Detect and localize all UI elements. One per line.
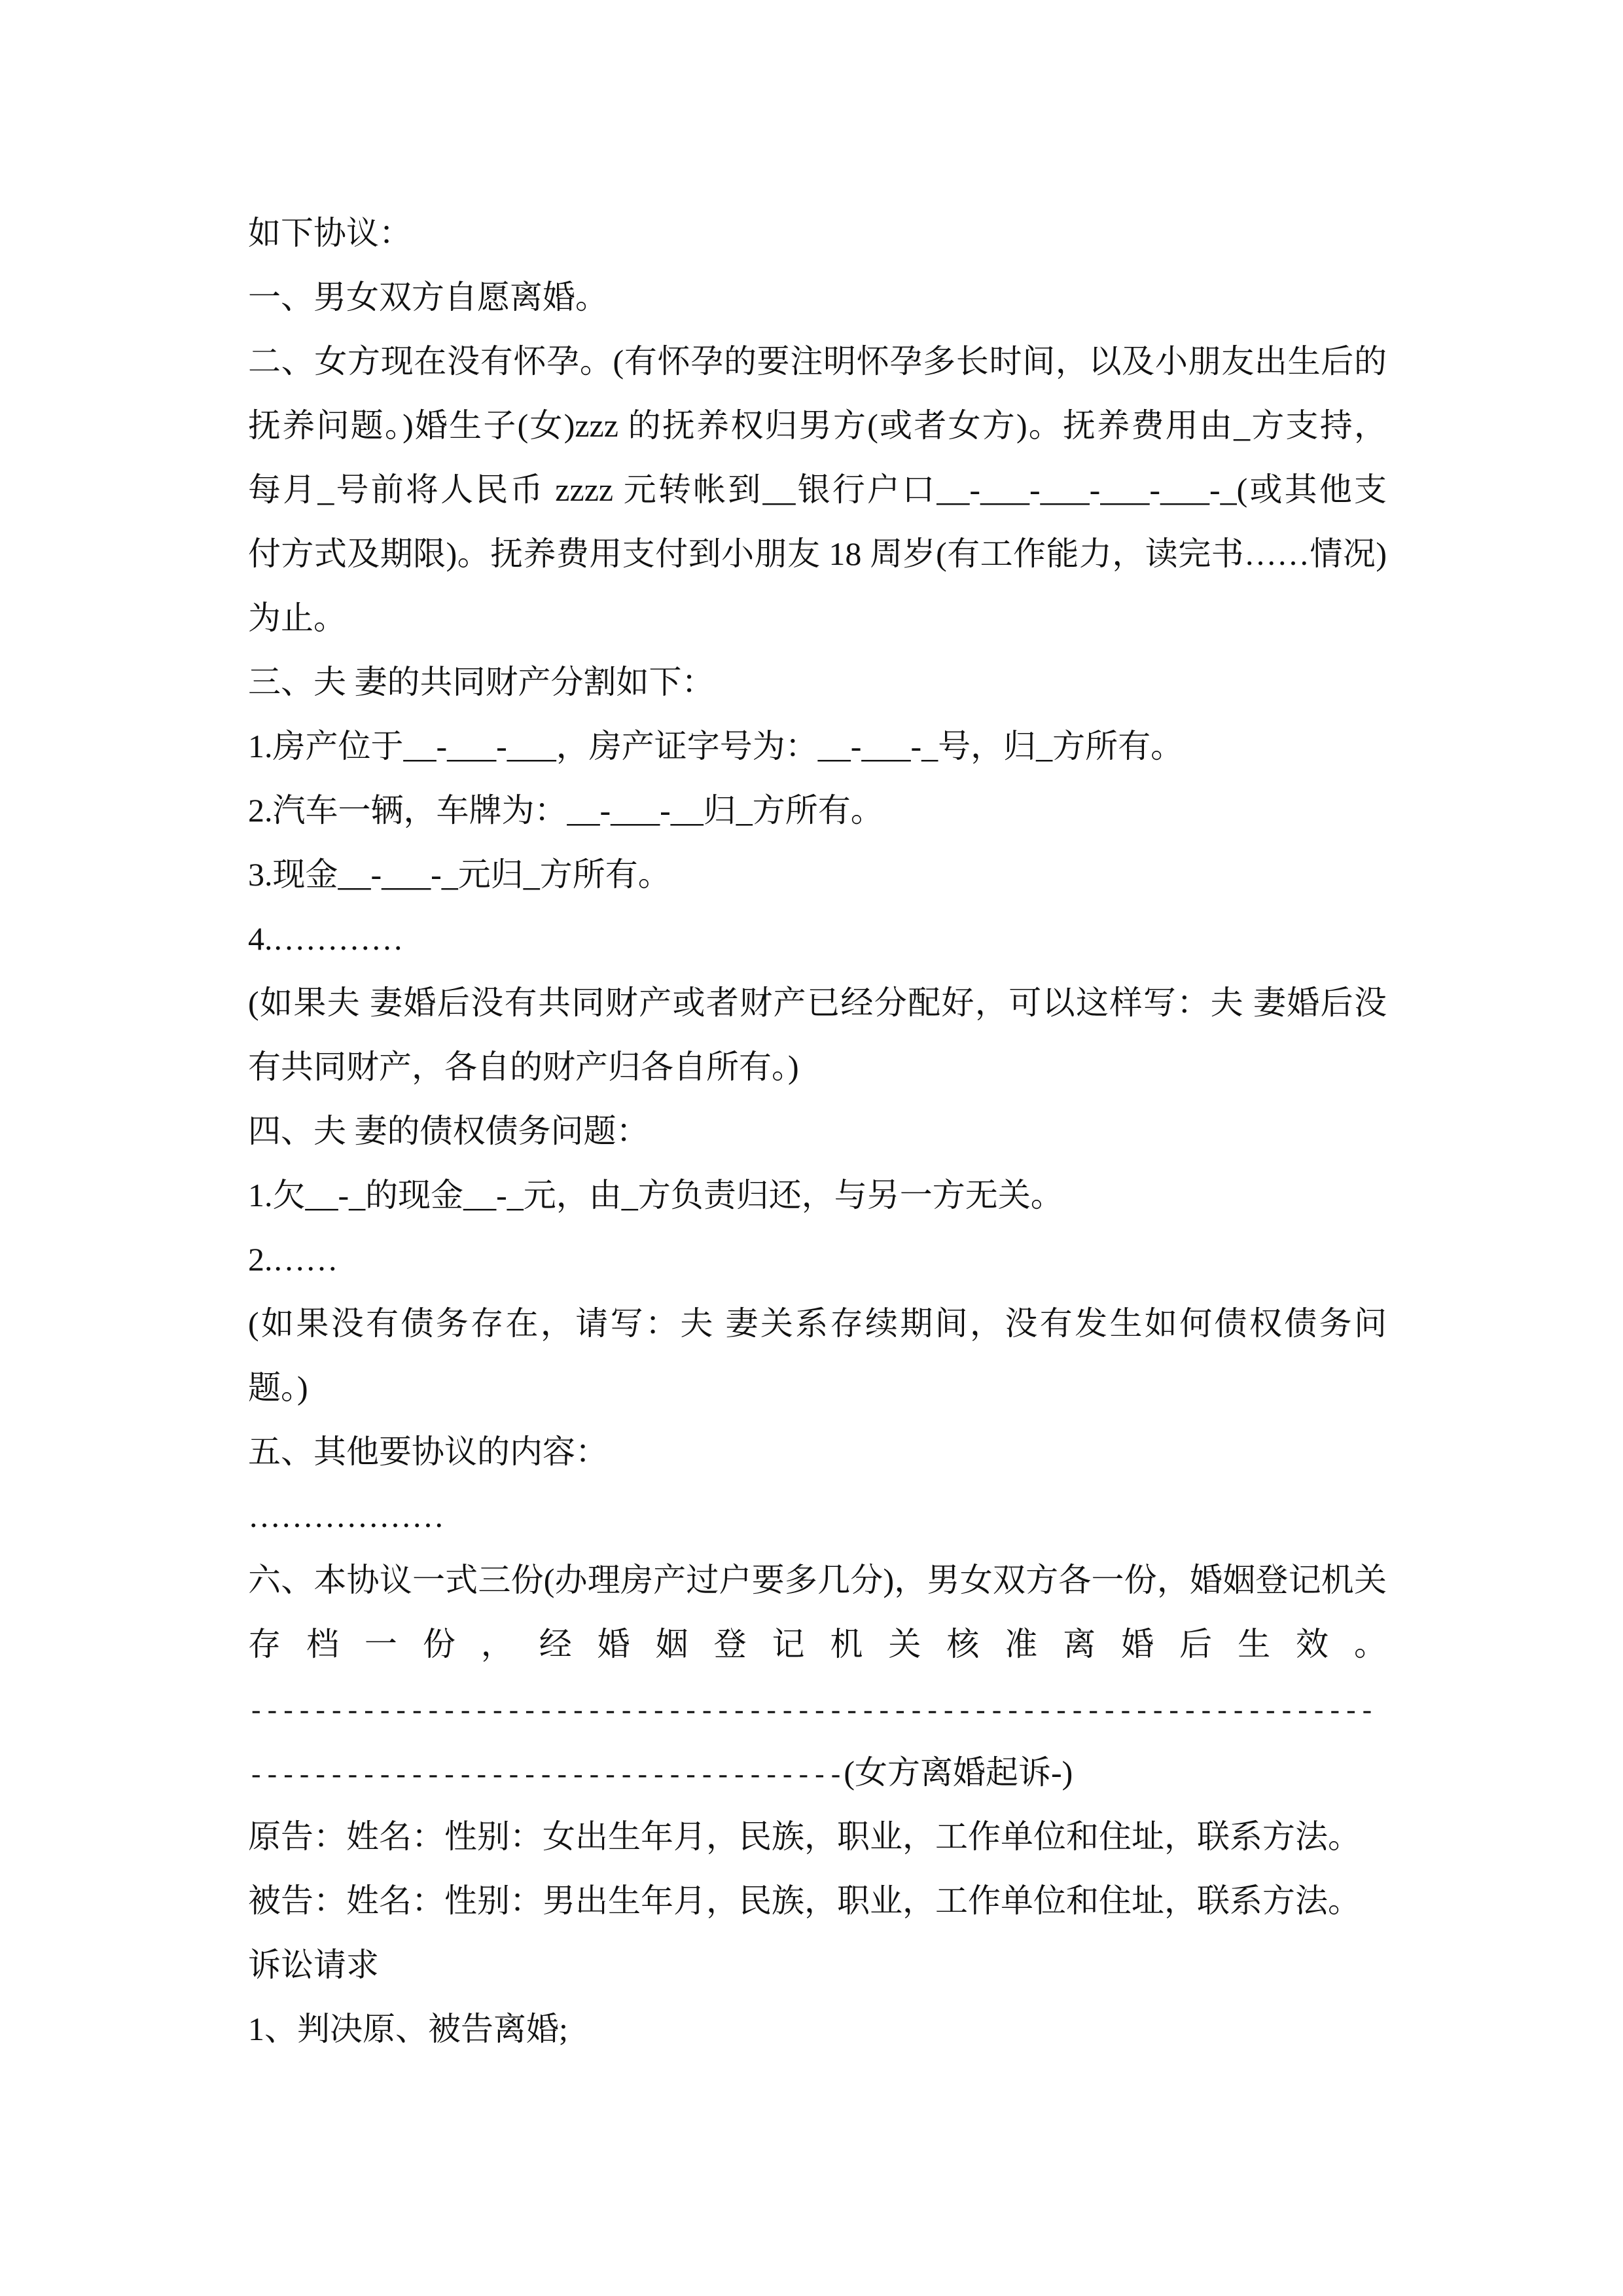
document-line: 1.欠__-_的现金__-_元，由_方负责归还，与另一方无关。 (248, 1177, 1063, 1213)
document-line: 付方式及期限)。抚养费用支付到小朋友 18 周岁(有工作能力，读完书……情况) (248, 535, 1387, 572)
document-line: 二、女方现在没有怀孕。(有怀孕的要注明怀孕多长时间，以及小朋友出生后的 (248, 343, 1387, 380)
document-line: ……………… (248, 1498, 444, 1534)
document-body (248, 201, 1387, 2061)
divider-dashes: ---------------------------------------------------------------------- (248, 1698, 1376, 1728)
document-line: 2.…… (248, 1241, 338, 1278)
section-heading: 三、夫 妻的共同财产分割如下： (248, 664, 715, 700)
document-line: 一、男女双方自愿离婚。 (248, 279, 608, 315)
document-line: 存 档 一 份 ， 经 婚 姻 登 记 机 关 核 准 离 婚 后 生 效 。 (248, 1626, 1387, 1662)
section-heading: 诉讼请求 (248, 1946, 379, 1983)
document-line: (如果没有债务存在，请写：夫 妻关系存续期间，没有发生如何债权债务问 (248, 1305, 1387, 1342)
document-line: 抚养问题。)婚生子(女)zzz 的抚养权归男方(或者女方)。抚养费用由_方支持， (248, 407, 1387, 444)
section-heading: 五、其他要协议的内容： (248, 1433, 608, 1470)
document-line: 3.现金__-___-_元归_方所有。 (248, 856, 671, 893)
divider-label: (女方离婚起诉-) (844, 1754, 1073, 1791)
dashed-divider (248, 1676, 1387, 1740)
document-line: 如下协议： (248, 215, 412, 251)
document-line: 为止。 (248, 600, 346, 636)
section-heading: 四、夫 妻的债权债务问题： (248, 1113, 649, 1149)
document-line: 1、判决原、被告离婚; (248, 2011, 568, 2047)
document-line: 题。) (248, 1369, 308, 1406)
plaintiff-line: 原告：姓名：性别：女出生年月，民族，职业，工作单位和住址，联系方法。 (248, 1818, 1361, 1855)
document-line: 六、本协议一式三份(办理房产过户要多几分)，男女双方各一份，婚姻登记机关 (248, 1562, 1387, 1598)
defendant-line: 被告：姓名：性别：男出生年月，民族，职业，工作单位和住址，联系方法。 (248, 1882, 1361, 1919)
dashed-divider-with-label (248, 1740, 1387, 1804)
document-line: 1.房产位于__-___-___，房产证字号为：__-___-_号，归_方所有。 (248, 728, 1184, 764)
document-line: 4.………… (248, 920, 404, 957)
document-line: (如果夫 妻婚后没有共同财产或者财产已经分配好，可以这样写：夫 妻婚后没 (248, 984, 1387, 1021)
document-line: 每月_号前将人民币 zzzz 元转帐到__银行户口__-___-___-___-___-_(或其他支 (248, 471, 1387, 508)
divider-dashes: ------------------------------------- (248, 1762, 844, 1792)
document-line: 有共同财产，各自的财产归各自所有。) (248, 1049, 799, 1085)
document-line: 2.汽车一辆，车牌为：__-___-__归_方所有。 (248, 792, 883, 829)
